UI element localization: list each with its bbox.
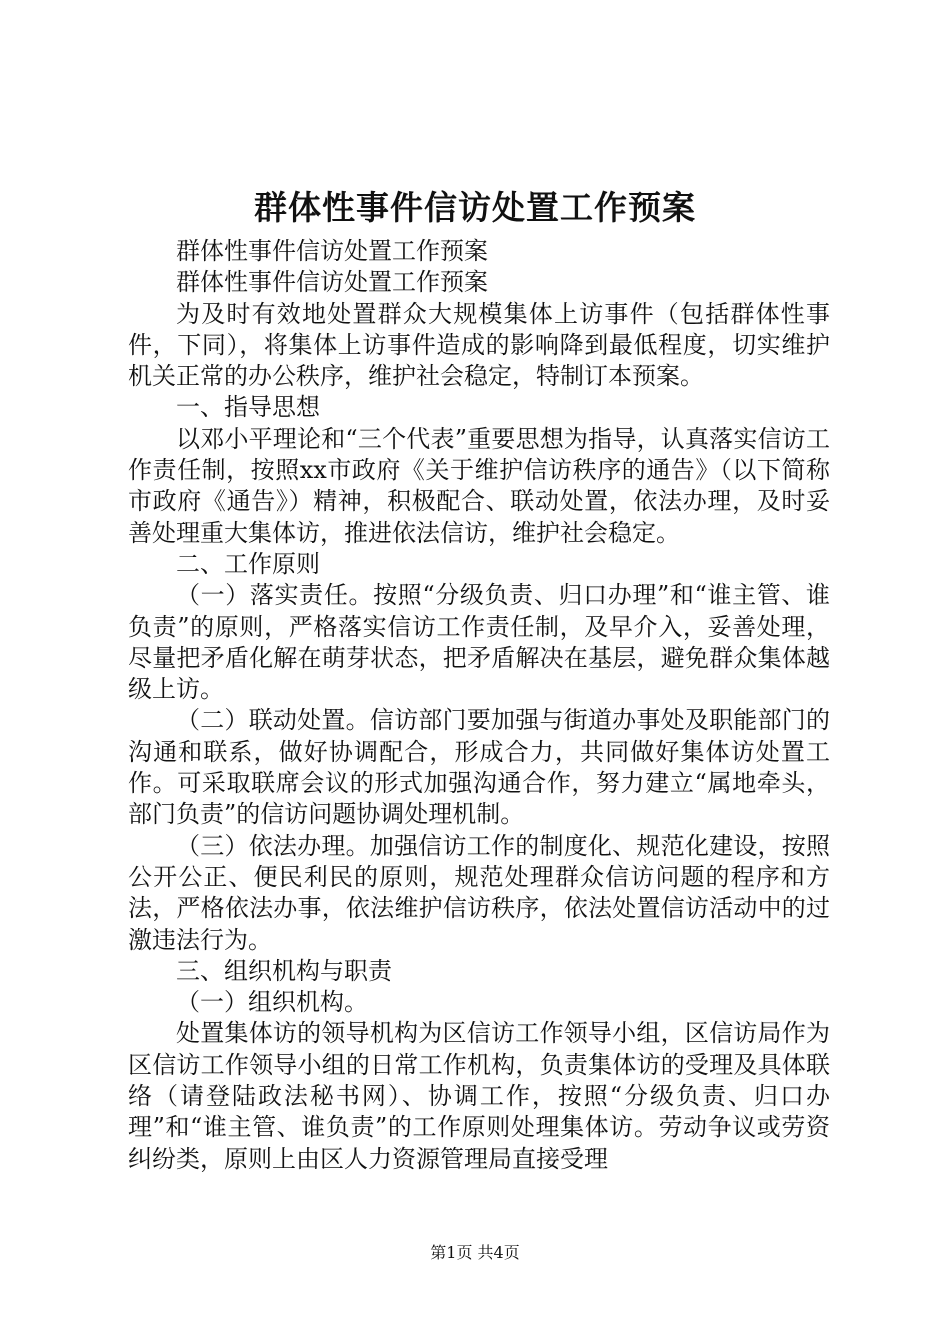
- paragraph-subtitle-1: 群体性事件信访处置工作预案: [176, 237, 488, 265]
- paragraph-principle-2: （二）联动处置。信访部门要加强与街道办事处及职能部门的沟通和联系，做好协调配合，形成合力，共同做好集体访处置工作。可采取联席会议的形式加强沟通合作，努力建立“属地牵头，部门负责”的信访问题协调处理机制。: [128, 706, 830, 829]
- document-title: 群体性事件信访处置工作预案: [254, 188, 696, 227]
- document-body: [128, 236, 830, 1175]
- section-heading-organization: 三、组织机构与职责: [176, 956, 392, 985]
- paragraph-guiding-ideology: 以邓小平理论和“三个代表”重要思想为指导，认真落实信访工作责任制，按照xx市政府《关于维护信访秩序的通告》（以下简称市政府《通告》）精神，积极配合、联动处置，依法办理，及时妥善处理重大集体访，推进依法信访，维护社会稳定。: [128, 424, 830, 547]
- section-heading-guiding-ideology: 一、指导思想: [176, 393, 320, 422]
- page-footer: 第1页 共4页: [430, 1243, 520, 1262]
- paragraph-organization: 处置集体访的领导机构为区信访工作领导小组，区信访局作为区信访工作领导小组的日常工作机构，负责集体访的受理及具体联络（请登陆政法秘书网）、协调工作，按照“分级负责、归口办理”和“谁主管、谁负责”的工作原则处理集体访。劳动争议或劳资纠纷类，原则上由区人力资源管理局直接受理: [128, 1019, 830, 1173]
- paragraph-intro: 为及时有效地处置群众大规模集体上访事件（包括群体性事件，下同），将集体上访事件造成的影响降到最低程度，切实维护机关正常的办公秩序，维护社会稳定，特制订本预案。: [128, 299, 830, 391]
- subsection-heading-organization: （一）组织机构。: [176, 988, 368, 1017]
- paragraph-principle-1: （一）落实责任。按照“分级负责、归口办理”和“谁主管、谁负责”的原则，严格落实信访工作责任制，及早介入，妥善处理，尽量把矛盾化解在萌芽状态，把矛盾解决在基层，避免群众集体越级上访。: [128, 581, 830, 704]
- paragraph-subtitle-2: 群体性事件信访处置工作预案: [176, 268, 488, 297]
- paragraph-principle-3: （三）依法办理。加强信访工作的制度化、规范化建设，按照公开公正、便民利民的原则，规范处理群众信访问题的程序和方法，严格依法办事，依法维护信访秩序，依法处置信访活动中的过激违法行为。: [128, 831, 830, 954]
- section-heading-work-principles: 二、工作原则: [176, 549, 320, 578]
